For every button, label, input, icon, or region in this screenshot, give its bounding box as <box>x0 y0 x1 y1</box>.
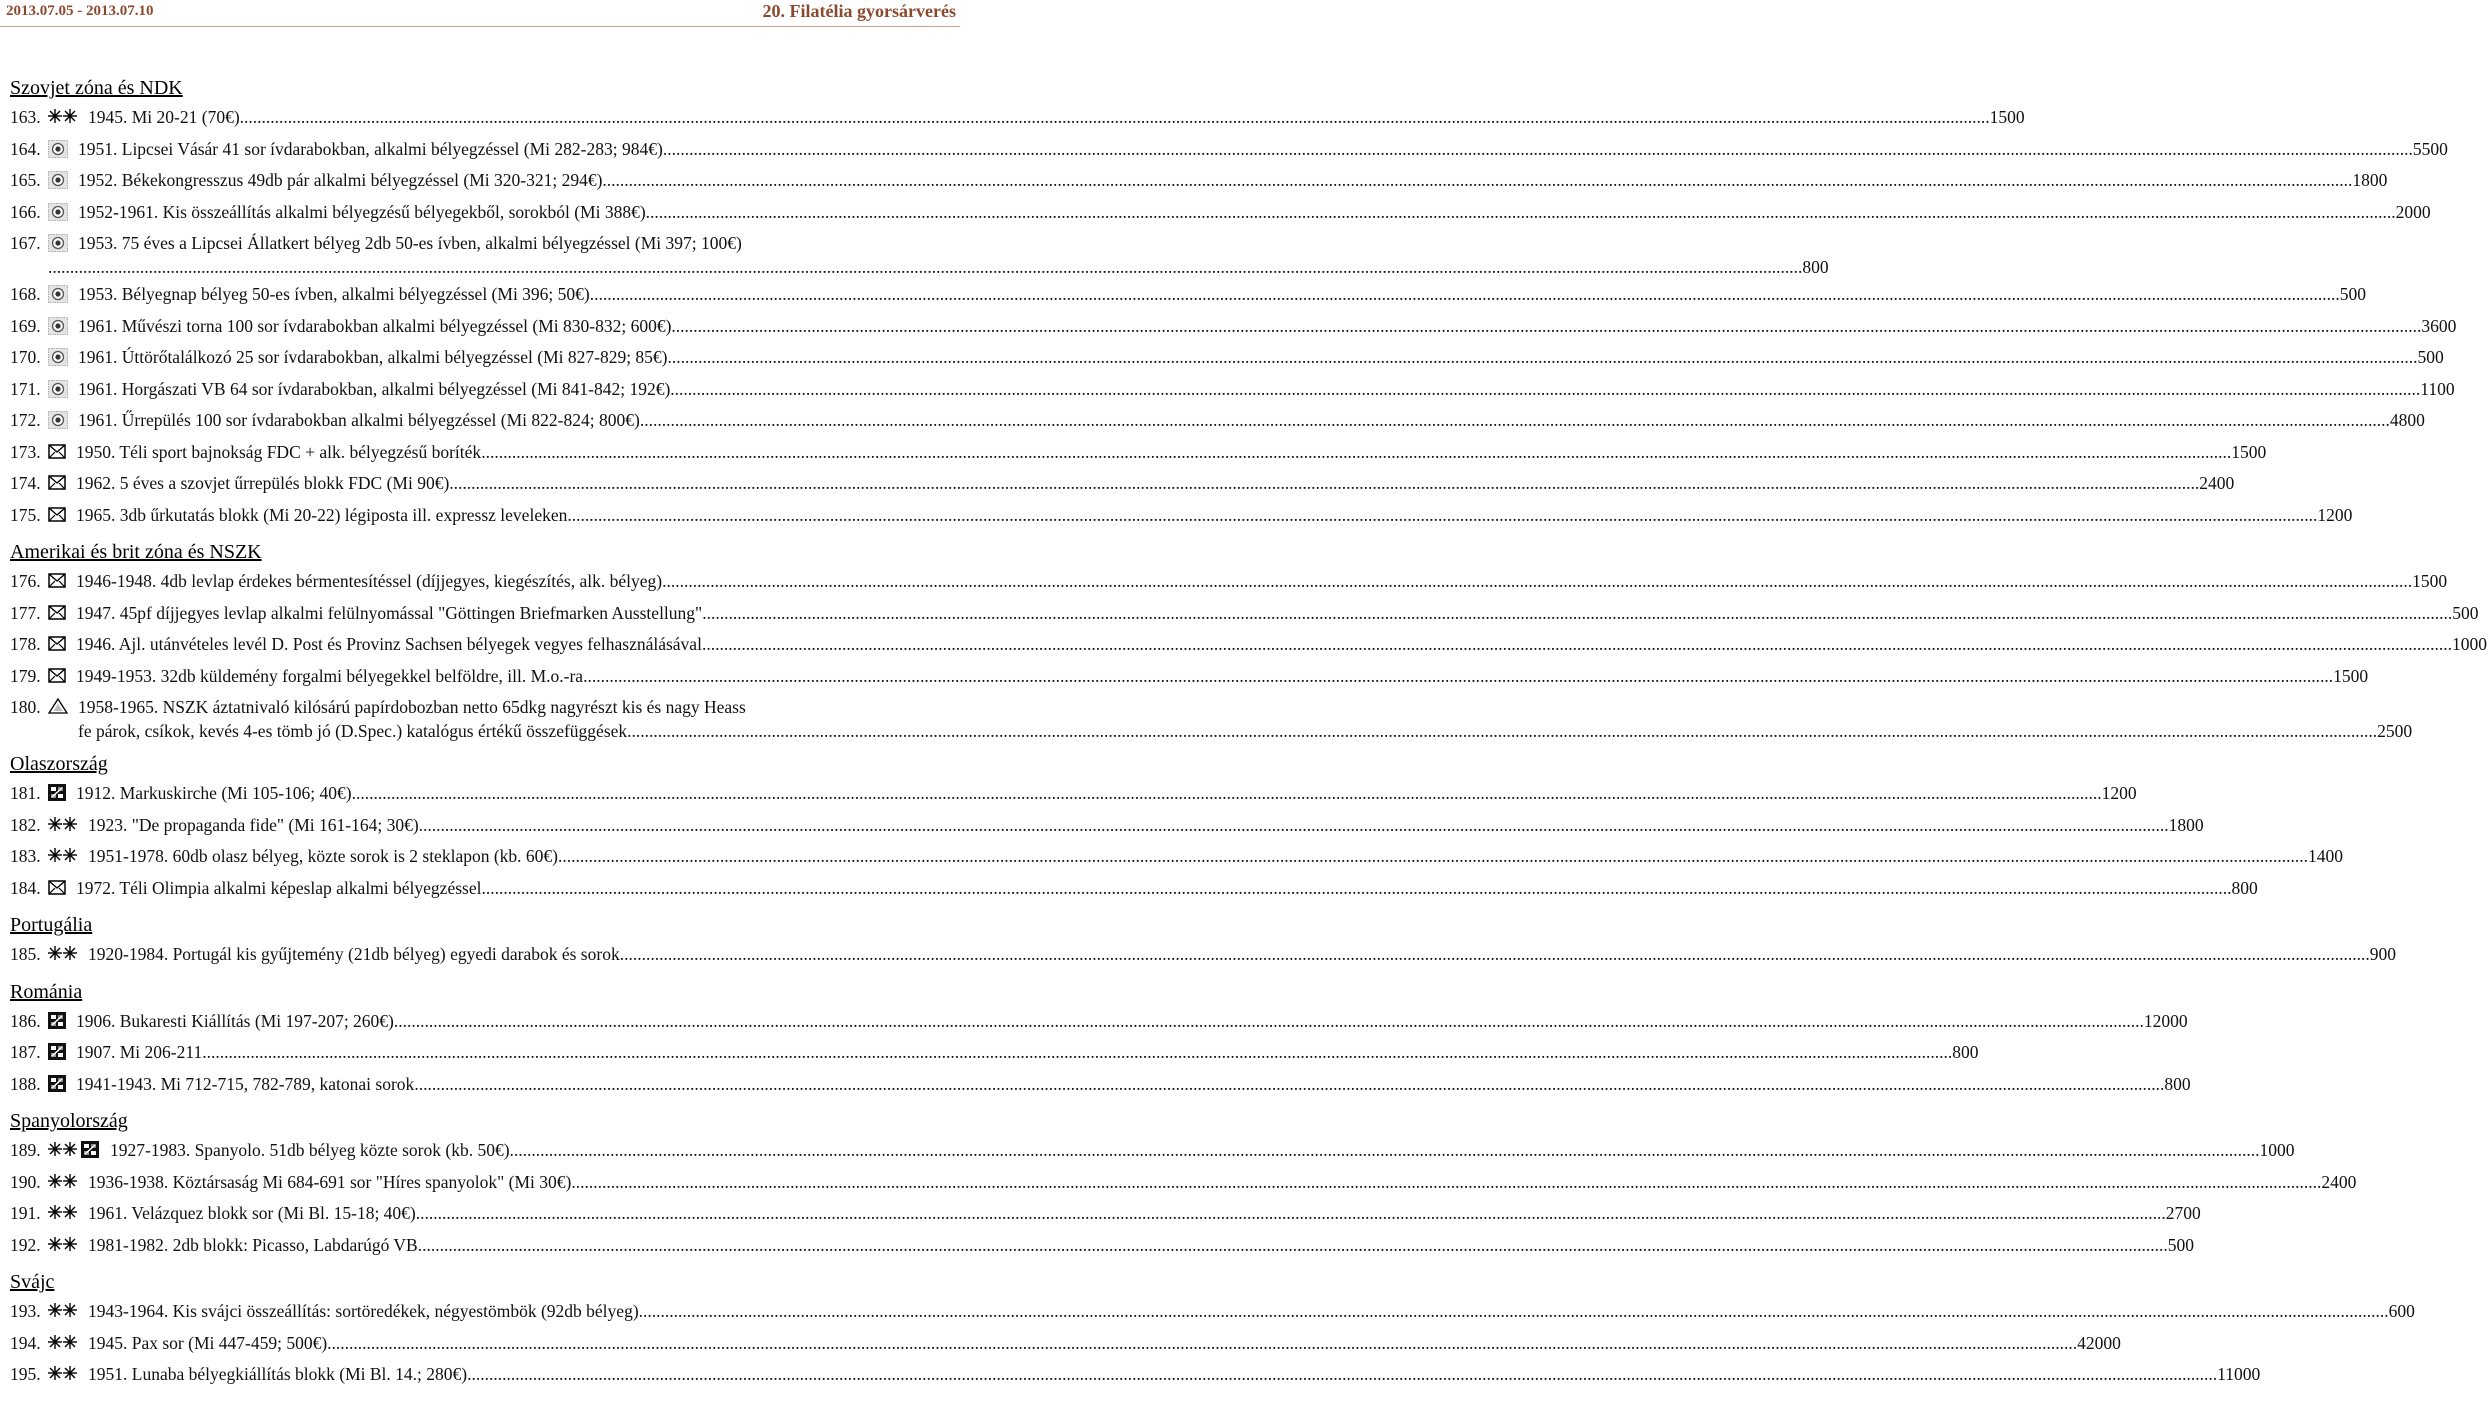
lot-price: 800 <box>1952 1042 1979 1062</box>
lot-description: 1965. 3db űrkutatás blokk (Mi 20-22) légiposta ill. expressz leveleken <box>76 504 568 525</box>
lot-description-row <box>76 441 2267 462</box>
hinged-stamp-icon <box>48 1043 66 1064</box>
lot-number: 184. <box>10 877 41 898</box>
mint-hinged-stamp-icon <box>48 1141 100 1162</box>
dot-leader: ................................................................................................................................................................................................................................................................................................................................................................................................................ <box>417 1234 2168 1255</box>
mint-stamp-icon <box>48 1302 78 1322</box>
used-stamp-icon <box>48 203 68 225</box>
envelope-icon <box>48 474 66 494</box>
lot-price: 12000 <box>2143 1010 2188 1031</box>
lot-number: 189. <box>10 1140 41 1160</box>
dot-leader: ................................................................................................................................................................................................................................................................................................................................................................................................................ <box>667 347 2418 367</box>
lot-price: 500 <box>2167 1234 2194 1255</box>
lot-number: 185. <box>10 944 41 964</box>
lot-number: 174. <box>10 473 41 493</box>
lot-description: 1981-1982. 2db blokk: Picasso, Labdarúgó VB <box>88 1234 418 1255</box>
dot-leader: ................................................................................................................................................................................................................................................................................................................................................................................................................ <box>239 107 1990 127</box>
lot-description: 1972. Téli Olimpia alkalmi képeslap alkalmi bélyegzéssel <box>76 877 482 898</box>
lot-price: 1000 <box>2451 634 2487 654</box>
lot-number: 170. <box>10 347 41 367</box>
lot-number: 179. <box>10 665 41 686</box>
dot-leader: ................................................................................................................................................................................................................................................................................................................................................................................................................ <box>415 1203 2166 1223</box>
dot-leader: ................................................................................................................................................................................................................................................................................................................................................................................................................ <box>662 571 2413 591</box>
lot-price: 3600 <box>2421 315 2457 336</box>
lot-price: 800 <box>1802 257 1829 277</box>
lot-item <box>10 1073 2191 1106</box>
lot-price: 1500 <box>2333 665 2369 686</box>
lot-price: 1500 <box>2231 441 2267 462</box>
dot-leader: ................................................................................................................................................................................................................................................................................................................................................................................................................ <box>662 138 2413 159</box>
dot-leader: ................................................................................................................................................................................................................................................................................................................................................................................................................ <box>583 665 2334 686</box>
lot-item <box>10 1203 2201 1235</box>
lot-description: 1946-1948. 4db levlap érdekes bérmentesítéssel (díjjegyes, kiegészítés, alk. bélyeg) <box>76 571 663 591</box>
lot-description-row <box>76 877 2258 898</box>
lot-price: 1200 <box>2317 504 2353 525</box>
lot-description-row <box>78 721 2413 741</box>
lot-description-row <box>76 571 2448 591</box>
lot-item <box>10 846 2343 878</box>
lot-number: 186. <box>10 1010 41 1031</box>
lot-description-row <box>110 1140 2295 1160</box>
envelope-icon <box>48 667 66 687</box>
lot-number: 191. <box>10 1203 41 1223</box>
lot-number: 187. <box>10 1042 41 1062</box>
hinged-stamp-icon <box>48 784 66 805</box>
lot-item <box>10 441 2267 474</box>
dot-leader: ................................................................................................................................................................................................................................................................................................................................................................................................................ <box>645 201 2396 222</box>
dot-leader: ................................................................................................................................................................................................................................................................................................................................................................................................................ <box>589 284 2340 304</box>
lot-description-continued: fe párok, csíkok, kevés 4-es tömb jó (D.Spec.) katalógus értékű összefüggések <box>78 721 628 741</box>
auction-title: 20. Filatélia gyorsárverés <box>762 1 956 21</box>
dot-leader: ................................................................................................................................................................................................................................................................................................................................................................................................................ <box>449 473 2200 493</box>
lot-list <box>10 76 2487 1396</box>
lot-number: 167. <box>10 233 41 253</box>
lot-description: 1951-1978. 60db olasz bélyeg, közte sorok is 2 steklapon (kb. 60€) <box>88 846 558 866</box>
lot-item <box>10 233 1829 284</box>
lot-description: 1907. Mi 206-211 <box>76 1042 203 1062</box>
lot-price: 1500 <box>2412 571 2448 591</box>
lot-description: 1952. Békekongresszus 49db pár alkalmi bélyegzéssel (Mi 320-321; 294€) <box>78 170 603 190</box>
used-stamp-icon <box>48 380 68 402</box>
used-stamp-icon <box>48 171 68 193</box>
lot-price: 1800 <box>2352 170 2388 190</box>
lot-description-row <box>76 1010 2188 1031</box>
lot-description: 1949-1953. 32db küldemény forgalmi bélyegekkel belföldre, ill. M.o.-ra <box>76 665 584 686</box>
lot-description-row <box>48 257 1829 277</box>
lot-description-row <box>88 846 2343 866</box>
lot-description: 1951. Lipcsei Vásár 41 sor ívdarabokban, alkalmi bélyegzéssel (Mi 282-283; 984€) <box>78 138 663 159</box>
lot-item <box>10 1140 2295 1172</box>
lot-number: 173. <box>10 441 41 462</box>
section-heading: Portugália <box>10 914 93 936</box>
lot-number: 183. <box>10 846 41 866</box>
dot-leader: ................................................................................................................................................................................................................................................................................................................................................................................................................ <box>481 877 2232 898</box>
lot-description-row <box>76 1042 1979 1062</box>
lot-description-row <box>88 1234 2194 1255</box>
lot-number: 195. <box>10 1364 41 1384</box>
lot-number: 182. <box>10 814 41 835</box>
dot-leader: ................................................................................................................................................................................................................................................................................................................................................................................................................ <box>467 1364 2218 1384</box>
lot-description-row <box>78 697 872 717</box>
dot-leader: ................................................................................................................................................................................................................................................................................................................................................................................................................ <box>671 315 2422 336</box>
lot-description: 1958-1965. NSZK áztatnivaló kilósárú papírdobozban netto 65dkg nagyrészt kis és nagy Heass <box>78 697 746 717</box>
used-stamp-icon <box>48 317 68 339</box>
dot-leader: ................................................................................................................................................................................................................................................................................................................................................................................................................ <box>670 378 2421 399</box>
lot-number: 190. <box>10 1171 41 1192</box>
lot-description: 1961. Velázquez blokk sor (Mi Bl. 15-18; 40€) <box>88 1203 416 1223</box>
dot-leader: ................................................................................................................................................................................................................................................................................................................................................................................................................ <box>638 1301 2389 1321</box>
lot-price: 4800 <box>2389 410 2425 430</box>
lot-description: 1945. Pax sor (Mi 447-459; 500€) <box>88 1332 328 1353</box>
hinged-stamp-icon <box>48 1012 66 1033</box>
lot-item <box>10 201 2431 234</box>
dot-leader: ................................................................................................................................................................................................................................................................................................................................................................................................................ <box>509 1140 2260 1160</box>
lot-description: 1912. Markuskirche (Mi 105-106; 40€) <box>76 783 352 803</box>
lot-description-row <box>76 1073 2191 1094</box>
lot-description: 1906. Bukaresti Kiállítás (Mi 197-207; 260€) <box>76 1010 394 1031</box>
section-heading: Szovjet zóna és NDK <box>10 77 183 99</box>
lot-description: 1947. 45pf díjjegyes levlap alkalmi felülnyomással "Göttingen Briefmarken Ausstellung" <box>76 602 703 623</box>
lot-price: 1400 <box>2308 846 2343 866</box>
lot-description: 1951. Lunaba bélyegkiállítás blokk (Mi Bl. 14.; 280€) <box>88 1364 468 1384</box>
dot-leader: ................................................................................................................................................................................................................................................................................................................................................................................................................ <box>418 814 2169 835</box>
mint-stamp-icon <box>48 1236 78 1256</box>
lot-description-row <box>78 315 2457 336</box>
mint-stamp-icon <box>48 1204 78 1224</box>
lot-item <box>10 315 2457 348</box>
lot-description: 1950. Téli sport bajnokság FDC + alk. bélyegzésű boríték <box>76 441 482 462</box>
lot-description: 1945. Mi 20-21 (70€) <box>88 107 240 127</box>
lot-price: 2700 <box>2165 1203 2201 1223</box>
envelope-icon <box>48 443 66 463</box>
lot-item <box>10 138 2448 171</box>
lot-item <box>10 634 2487 666</box>
lot-item <box>10 410 2425 442</box>
lot-item <box>10 107 2025 139</box>
used-stamp-icon <box>48 285 68 307</box>
lot-number: 180. <box>10 697 41 717</box>
lot-number: 163. <box>10 107 41 127</box>
lot-description: 1953. Bélyegnap bélyeg 50-es ívben, alkalmi bélyegzéssel (Mi 396; 50€) <box>78 284 590 304</box>
lot-price: 2400 <box>2321 1171 2357 1192</box>
lot-price: 1200 <box>2101 783 2137 803</box>
mint-stamp-icon <box>48 1334 78 1354</box>
lot-item <box>10 602 2479 635</box>
dot-leader: ................................................................................................................................................................................................................................................................................................................................................................................................................ <box>202 1042 1953 1062</box>
lot-description-row <box>78 347 2444 367</box>
used-stamp-icon <box>48 348 68 370</box>
lot-price: 800 <box>2164 1073 2191 1094</box>
lot-description-row <box>88 1203 2201 1223</box>
lot-item <box>10 944 2396 976</box>
lot-description-row <box>76 634 2487 654</box>
lot-description: 1961. Művészi torna 100 sor ívdarabokban alkalmi bélyegzéssel (Mi 830-832; 600€) <box>78 315 672 336</box>
lot-description-row <box>88 1332 2121 1353</box>
lot-description-row <box>76 783 2137 803</box>
lot-description-row <box>76 473 2235 493</box>
dot-leader: ................................................................................................................................................................................................................................................................................................................................................................................................................ <box>351 783 2102 803</box>
dot-leader: ................................................................................................................................................................................................................................................................................................................................................................................................................ <box>701 634 2452 654</box>
lot-description: 1953. 75 éves a Lipcsei Állatkert bélyeg 2db 50-es ívben, alkalmi bélyegzéssel (Mi 397; 100€) <box>78 233 742 253</box>
section-heading: Svájc <box>10 1271 55 1293</box>
used-stamp-icon <box>48 234 68 256</box>
lot-description: 1927-1983. Spanyolo. 51db bélyeg közte sorok (kb. 50€) <box>110 1140 510 1160</box>
lot-number: 192. <box>10 1234 41 1255</box>
dot-leader: ................................................................................................................................................................................................................................................................................................................................................................................................................ <box>567 504 2318 525</box>
mint-stamp-icon <box>48 1173 78 1193</box>
lot-item <box>10 1042 1979 1074</box>
mint-stamp-icon <box>48 816 78 836</box>
lot-item <box>10 877 2258 910</box>
lot-number: 169. <box>10 315 41 336</box>
dot-leader: ................................................................................................................................................................................................................................................................................................................................................................................................................ <box>619 944 2370 964</box>
lot-description: 1961. Űrrepülés 100 sor ívdarabokban alkalmi bélyegzéssel (Mi 822-824; 800€) <box>78 410 640 430</box>
lot-description-row <box>78 410 2425 430</box>
triangle-icon <box>48 698 68 718</box>
lot-description-row <box>88 814 2204 835</box>
lot-number: 194. <box>10 1332 41 1353</box>
lot-description-row <box>88 1301 2415 1321</box>
lot-price: 1000 <box>2259 1140 2295 1160</box>
dot-leader: ................................................................................................................................................................................................................................................................................................................................................................................................................ <box>327 1332 2078 1353</box>
lot-description: 1946. Ajl. utánvételes levél D. Post és Provinz Sachsen bélyegek vegyes felhasználásával <box>76 634 702 654</box>
lot-description-row <box>88 1171 2357 1192</box>
mint-stamp-icon <box>48 1365 78 1385</box>
lot-price: 1800 <box>2168 814 2204 835</box>
lot-description-row <box>76 665 2369 686</box>
lot-number: 166. <box>10 201 41 222</box>
lot-item <box>10 504 2353 537</box>
dot-leader: ................................................................................................................................................................................................................................................................................................................................................................................................................ <box>702 602 2453 623</box>
lot-item <box>10 571 2448 603</box>
lot-description-row <box>78 378 2455 399</box>
dot-leader: ................................................................................................................................................................................................................................................................................................................................................................................................................ <box>558 846 2308 866</box>
dot-leader: ................................................................................................................................................................................................................................................................................................................................................................................................................ <box>52 257 1803 277</box>
lot-item <box>10 697 2413 748</box>
dot-leader: ................................................................................................................................................................................................................................................................................................................................................................................................................ <box>481 441 2232 462</box>
lot-item <box>10 1332 2121 1365</box>
lot-item <box>10 1301 2415 1333</box>
lot-number: 177. <box>10 602 41 623</box>
lot-price: 800 <box>2231 877 2258 898</box>
lot-item <box>10 1364 2261 1396</box>
dot-leader: ................................................................................................................................................................................................................................................................................................................................................................................................................ <box>627 721 2378 741</box>
used-stamp-icon <box>48 411 68 433</box>
lot-price: 1100 <box>2420 378 2455 399</box>
lot-item <box>10 1171 2357 1204</box>
lot-description: 1923. "De propaganda fide" (Mi 161-164; 30€) <box>88 814 419 835</box>
lot-item <box>10 814 2204 847</box>
dot-leader: ................................................................................................................................................................................................................................................................................................................................................................................................................ <box>602 170 2353 190</box>
lot-price: 42000 <box>2077 1332 2121 1353</box>
lot-description-row <box>78 138 2448 159</box>
lot-description: 1961. Úttörőtalálkozó 25 sor ívdarabokban, alkalmi bélyegzéssel (Mi 827-829; 85€) <box>78 347 668 367</box>
lot-description-row <box>78 170 2388 190</box>
dot-leader: ................................................................................................................................................................................................................................................................................................................................................................................................................ <box>639 410 2390 430</box>
dot-leader: ................................................................................................................................................................................................................................................................................................................................................................................................................ <box>393 1010 2144 1031</box>
used-stamp-icon <box>48 140 68 162</box>
lot-price: 11000 <box>2217 1364 2261 1384</box>
section-heading: Spanyolország <box>10 1110 128 1132</box>
lot-item <box>10 1010 2188 1043</box>
lot-price: 5500 <box>2412 138 2448 159</box>
lot-description: 1941-1943. Mi 712-715, 782-789, katonai sorok <box>76 1073 415 1094</box>
lot-price: 1500 <box>1989 107 2025 127</box>
lot-description: 1961. Horgászati VB 64 sor ívdarabokban, alkalmi bélyegzéssel (Mi 841-842; 192€) <box>78 378 671 399</box>
lot-number: 175. <box>10 504 41 525</box>
lot-description-row <box>76 504 2353 525</box>
lot-number: 172. <box>10 410 41 430</box>
dot-leader: ................................................................................................................................................................................................................................................................................................................................................................................................................ <box>571 1171 2322 1192</box>
lot-item <box>10 473 2235 505</box>
lot-number: 165. <box>10 170 41 190</box>
lot-number: 181. <box>10 783 41 803</box>
section-heading: Amerikai és brit zóna és NSZK <box>10 541 262 563</box>
lot-item <box>10 378 2455 411</box>
lot-price: 2000 <box>2395 201 2431 222</box>
lot-item <box>10 347 2444 379</box>
lot-price: 2500 <box>2377 721 2413 741</box>
mint-stamp-icon <box>48 945 78 965</box>
lot-price: 600 <box>2388 1301 2415 1321</box>
date-range: 2013.07.05 - 2013.07.10 <box>6 3 154 19</box>
page-header <box>0 0 960 27</box>
mint-stamp-icon <box>48 108 78 128</box>
lot-price: 900 <box>2369 944 2396 964</box>
lot-description: 1920-1984. Portugál kis gyűjtemény (21db bélyeg) egyedi darabok és sorok <box>88 944 620 964</box>
lot-item <box>10 284 2366 316</box>
lot-number: 193. <box>10 1301 41 1321</box>
lot-description-row <box>78 201 2431 222</box>
section-heading: Olaszország <box>10 753 108 775</box>
lot-description-row <box>76 602 2479 623</box>
lot-description-row <box>88 107 2025 127</box>
envelope-icon <box>48 572 66 592</box>
lot-item <box>10 1234 2194 1267</box>
lot-description-row <box>78 284 2366 304</box>
lot-number: 171. <box>10 378 41 399</box>
lot-item <box>10 783 2137 815</box>
lot-number: 188. <box>10 1073 41 1094</box>
lot-number: 176. <box>10 571 41 591</box>
lot-price: 2400 <box>2199 473 2235 493</box>
envelope-icon <box>48 506 66 526</box>
lot-item <box>10 170 2388 202</box>
section-heading: Románia <box>10 980 83 1003</box>
dot-leader: ................................................................................................................................................................................................................................................................................................................................................................................................................ <box>414 1073 2165 1094</box>
hinged-stamp-icon <box>48 1075 66 1096</box>
lot-price: 500 <box>2452 602 2479 623</box>
lot-number: 178. <box>10 634 41 654</box>
lot-number: 168. <box>10 284 41 304</box>
lot-number: 164. <box>10 138 41 159</box>
envelope-icon <box>48 879 66 899</box>
lot-price: 500 <box>2339 284 2366 304</box>
envelope-icon <box>48 635 66 655</box>
lot-description: 1952-1961. Kis összeállítás alkalmi bélyegzésű bélyegekből, sorokból (Mi 388€) <box>78 201 646 222</box>
lot-item <box>10 665 2369 698</box>
lot-description: 1936-1938. Köztársaság Mi 684-691 sor "Híres spanyolok" (Mi 30€) <box>88 1171 572 1192</box>
lot-description-row <box>88 944 2396 964</box>
mint-stamp-icon <box>48 847 78 867</box>
lot-description-row <box>88 1364 2261 1384</box>
lot-description-continued: . <box>48 257 53 277</box>
lot-price: 500 <box>2417 347 2444 367</box>
envelope-icon <box>48 604 66 624</box>
lot-description: 1943-1964. Kis svájci összeállítás: sortöredékek, négyestömbök (92db bélyeg) <box>88 1301 639 1321</box>
lot-description: 1962. 5 éves a szovjet űrrepülés blokk FDC (Mi 90€) <box>76 473 450 493</box>
lot-description-row <box>78 233 872 253</box>
